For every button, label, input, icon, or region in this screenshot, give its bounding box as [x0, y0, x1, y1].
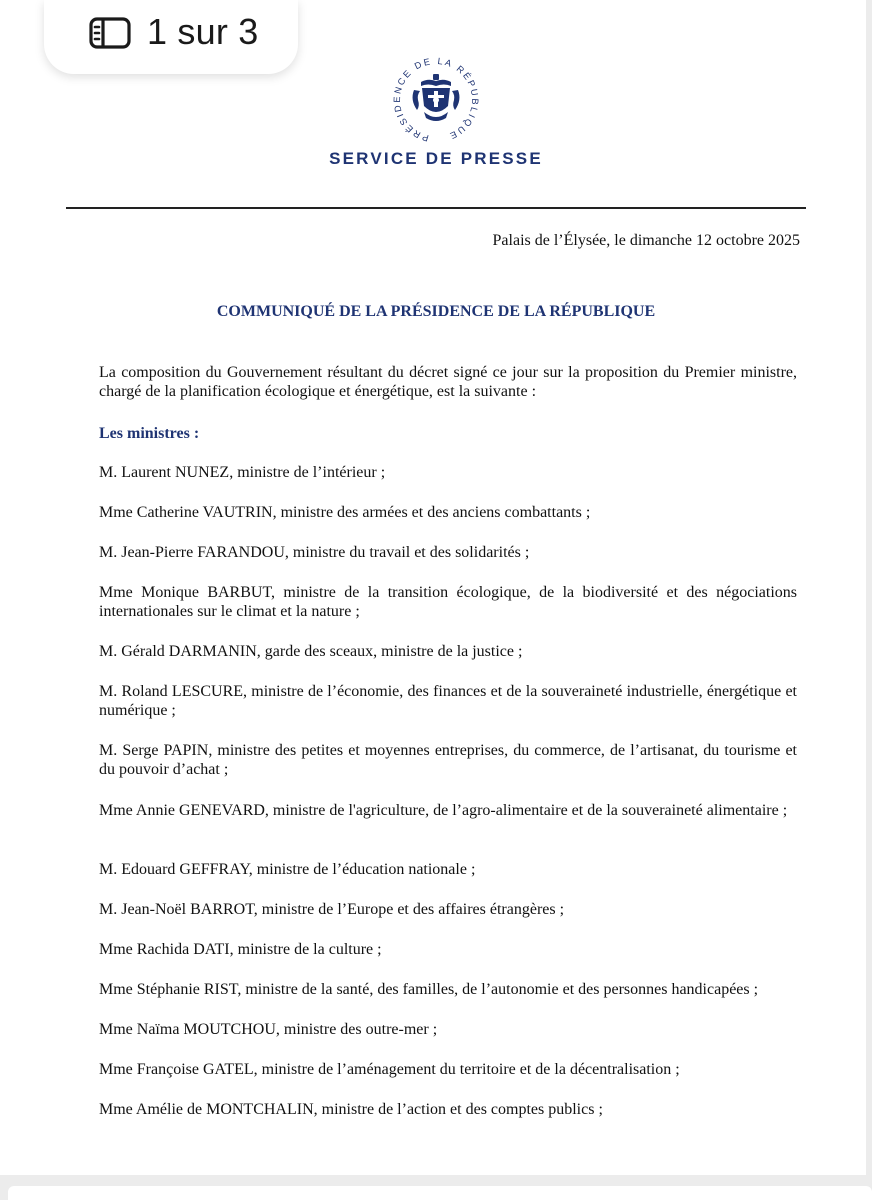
- minister-entry-outre-mer: Mme Naïma MOUTCHOU, ministre des outre-mer ;: [99, 1021, 438, 1038]
- minister-entry-comptes-publics: Mme Amélie de MONTCHALIN, ministre de l’action et des comptes publics ;: [99, 1101, 603, 1118]
- sidebar-pages-icon: [89, 17, 131, 49]
- page-indicator-label: 1 sur 3: [147, 11, 259, 52]
- document-title: COMMUNIQUÉ DE LA PRÉSIDENCE DE LA RÉPUBLIQUE: [216, 303, 656, 320]
- service-de-presse-heading: SERVICE DE PRESSE: [329, 149, 543, 168]
- minister-entry-agriculture: Mme Annie GENEVARD, ministre de l'agriculture, de l’agro-alimentaire et de la souveraineté alimentaire ;: [99, 802, 788, 819]
- minister-entry-education: M. Edouard GEFFRAY, ministre de l’éducation nationale ;: [99, 861, 476, 878]
- minister-entry-armees: Mme Catherine VAUTRIN, ministre des armées et des anciens combattants ;: [99, 504, 591, 521]
- minister-entry-economie: M. Roland LESCURE, ministre de l’économie, des finances et de la souveraineté industrielle, énergétique et numérique ;: [99, 683, 797, 719]
- ministers-heading: Les ministres :: [99, 425, 200, 442]
- minister-entry-sante: Mme Stéphanie RIST, ministre de la santé, des familles, de l’autonomie et des personnes handicapées ;: [99, 981, 759, 998]
- page-indicator-button[interactable]: [44, 0, 298, 74]
- minister-entry-culture: Mme Rachida DATI, ministre de la culture ;: [99, 941, 382, 958]
- date-line: Palais de l’Élysée, le dimanche 12 octobre 2025: [492, 232, 800, 249]
- minister-entry-travail: M. Jean-Pierre FARANDOU, ministre du travail et des solidarités ;: [99, 544, 530, 561]
- presidency-emblem-icon: [384, 48, 488, 152]
- minister-entry-amenagement-territoire: Mme Françoise GATEL, ministre de l’aménagement du territoire et de la décentralisation ;: [99, 1061, 680, 1078]
- intro-paragraph: La composition du Gouvernement résultant du décret signé ce jour sur la proposition du Premier ministre, chargé de la planification écologique et énergétique, est la suivante :: [99, 364, 797, 400]
- minister-entry-europe-affaires-etrangeres: M. Jean-Noël BARROT, ministre de l’Europe et des affaires étrangères ;: [99, 901, 565, 918]
- svg-text:PRÉSIDENCE DE LA RÉPUBLIQUE: PRÉSIDENCE DE LA RÉPUBLIQUE: [391, 55, 481, 144]
- minister-entry-interieur: M. Laurent NUNEZ, ministre de l’intérieur ;: [99, 464, 386, 481]
- minister-entry-pme-commerce: M. Serge PAPIN, ministre des petites et moyennes entreprises, du commerce, de l’artisanat, du tourisme et du pouvoir d’achat ;: [99, 742, 797, 778]
- header-divider: [66, 207, 806, 209]
- minister-entry-transition-ecologique: Mme Monique BARBUT, ministre de la transition écologique, de la biodiversité et des négociations internationales sur le climat et la nature ;: [99, 584, 797, 620]
- minister-entry-justice: M. Gérald DARMANIN, garde des sceaux, ministre de la justice ;: [99, 643, 523, 660]
- next-page-edge: [8, 1186, 872, 1200]
